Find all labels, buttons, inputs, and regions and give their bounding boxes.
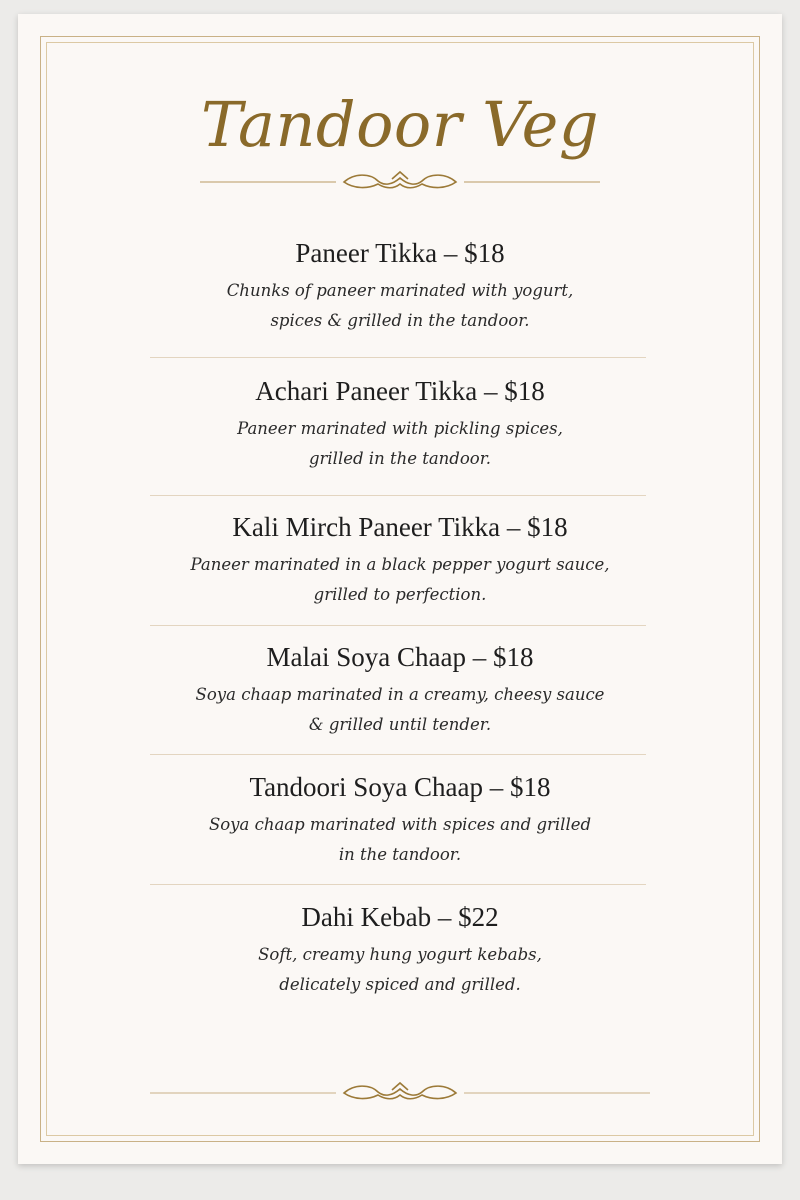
menu-item [18,510,782,610]
item-name: Kali Mirch Paneer Tikka – $18 [232,512,568,542]
item-description: Paneer marinated with pickling spices, grilled in the tandoor. [237,419,563,468]
item-description: Soft, creamy hung yogurt kebabs, delicately spiced and grilled. [258,945,542,994]
item-description: Chunks of paneer marinated with yogurt, spices & grilled in the tandoor. [226,281,574,330]
item-name: Malai Soya Chaap – $18 [266,642,534,672]
item-name: Achari Paneer Tikka – $18 [255,376,545,406]
item-divider [150,754,646,755]
top-flourish-icon [18,169,782,193]
menu-item [18,640,782,740]
item-name: Paneer Tikka – $18 [295,238,505,268]
item-divider [150,625,646,626]
item-divider [150,495,646,496]
item-name: Tandoori Soya Chaap – $18 [249,772,551,802]
item-description: Soya chaap marinated with spices and grilled in the tandoor. [208,815,592,864]
item-divider [150,357,646,358]
bottom-flourish-icon [18,1080,782,1104]
item-description: Paneer marinated in a black pepper yogurt sauce, grilled to perfection. [190,555,610,604]
menu-item [18,374,782,474]
menu-item [18,770,782,870]
item-description: Soya chaap marinated in a creamy, cheesy sauce & grilled until tender. [195,685,605,734]
menu-item [18,236,782,336]
menu-title: Tandoor Veg [200,88,600,161]
item-divider [150,884,646,885]
item-name: Dahi Kebab – $22 [301,902,499,932]
menu-page [18,14,782,1164]
menu-item [18,900,782,1000]
